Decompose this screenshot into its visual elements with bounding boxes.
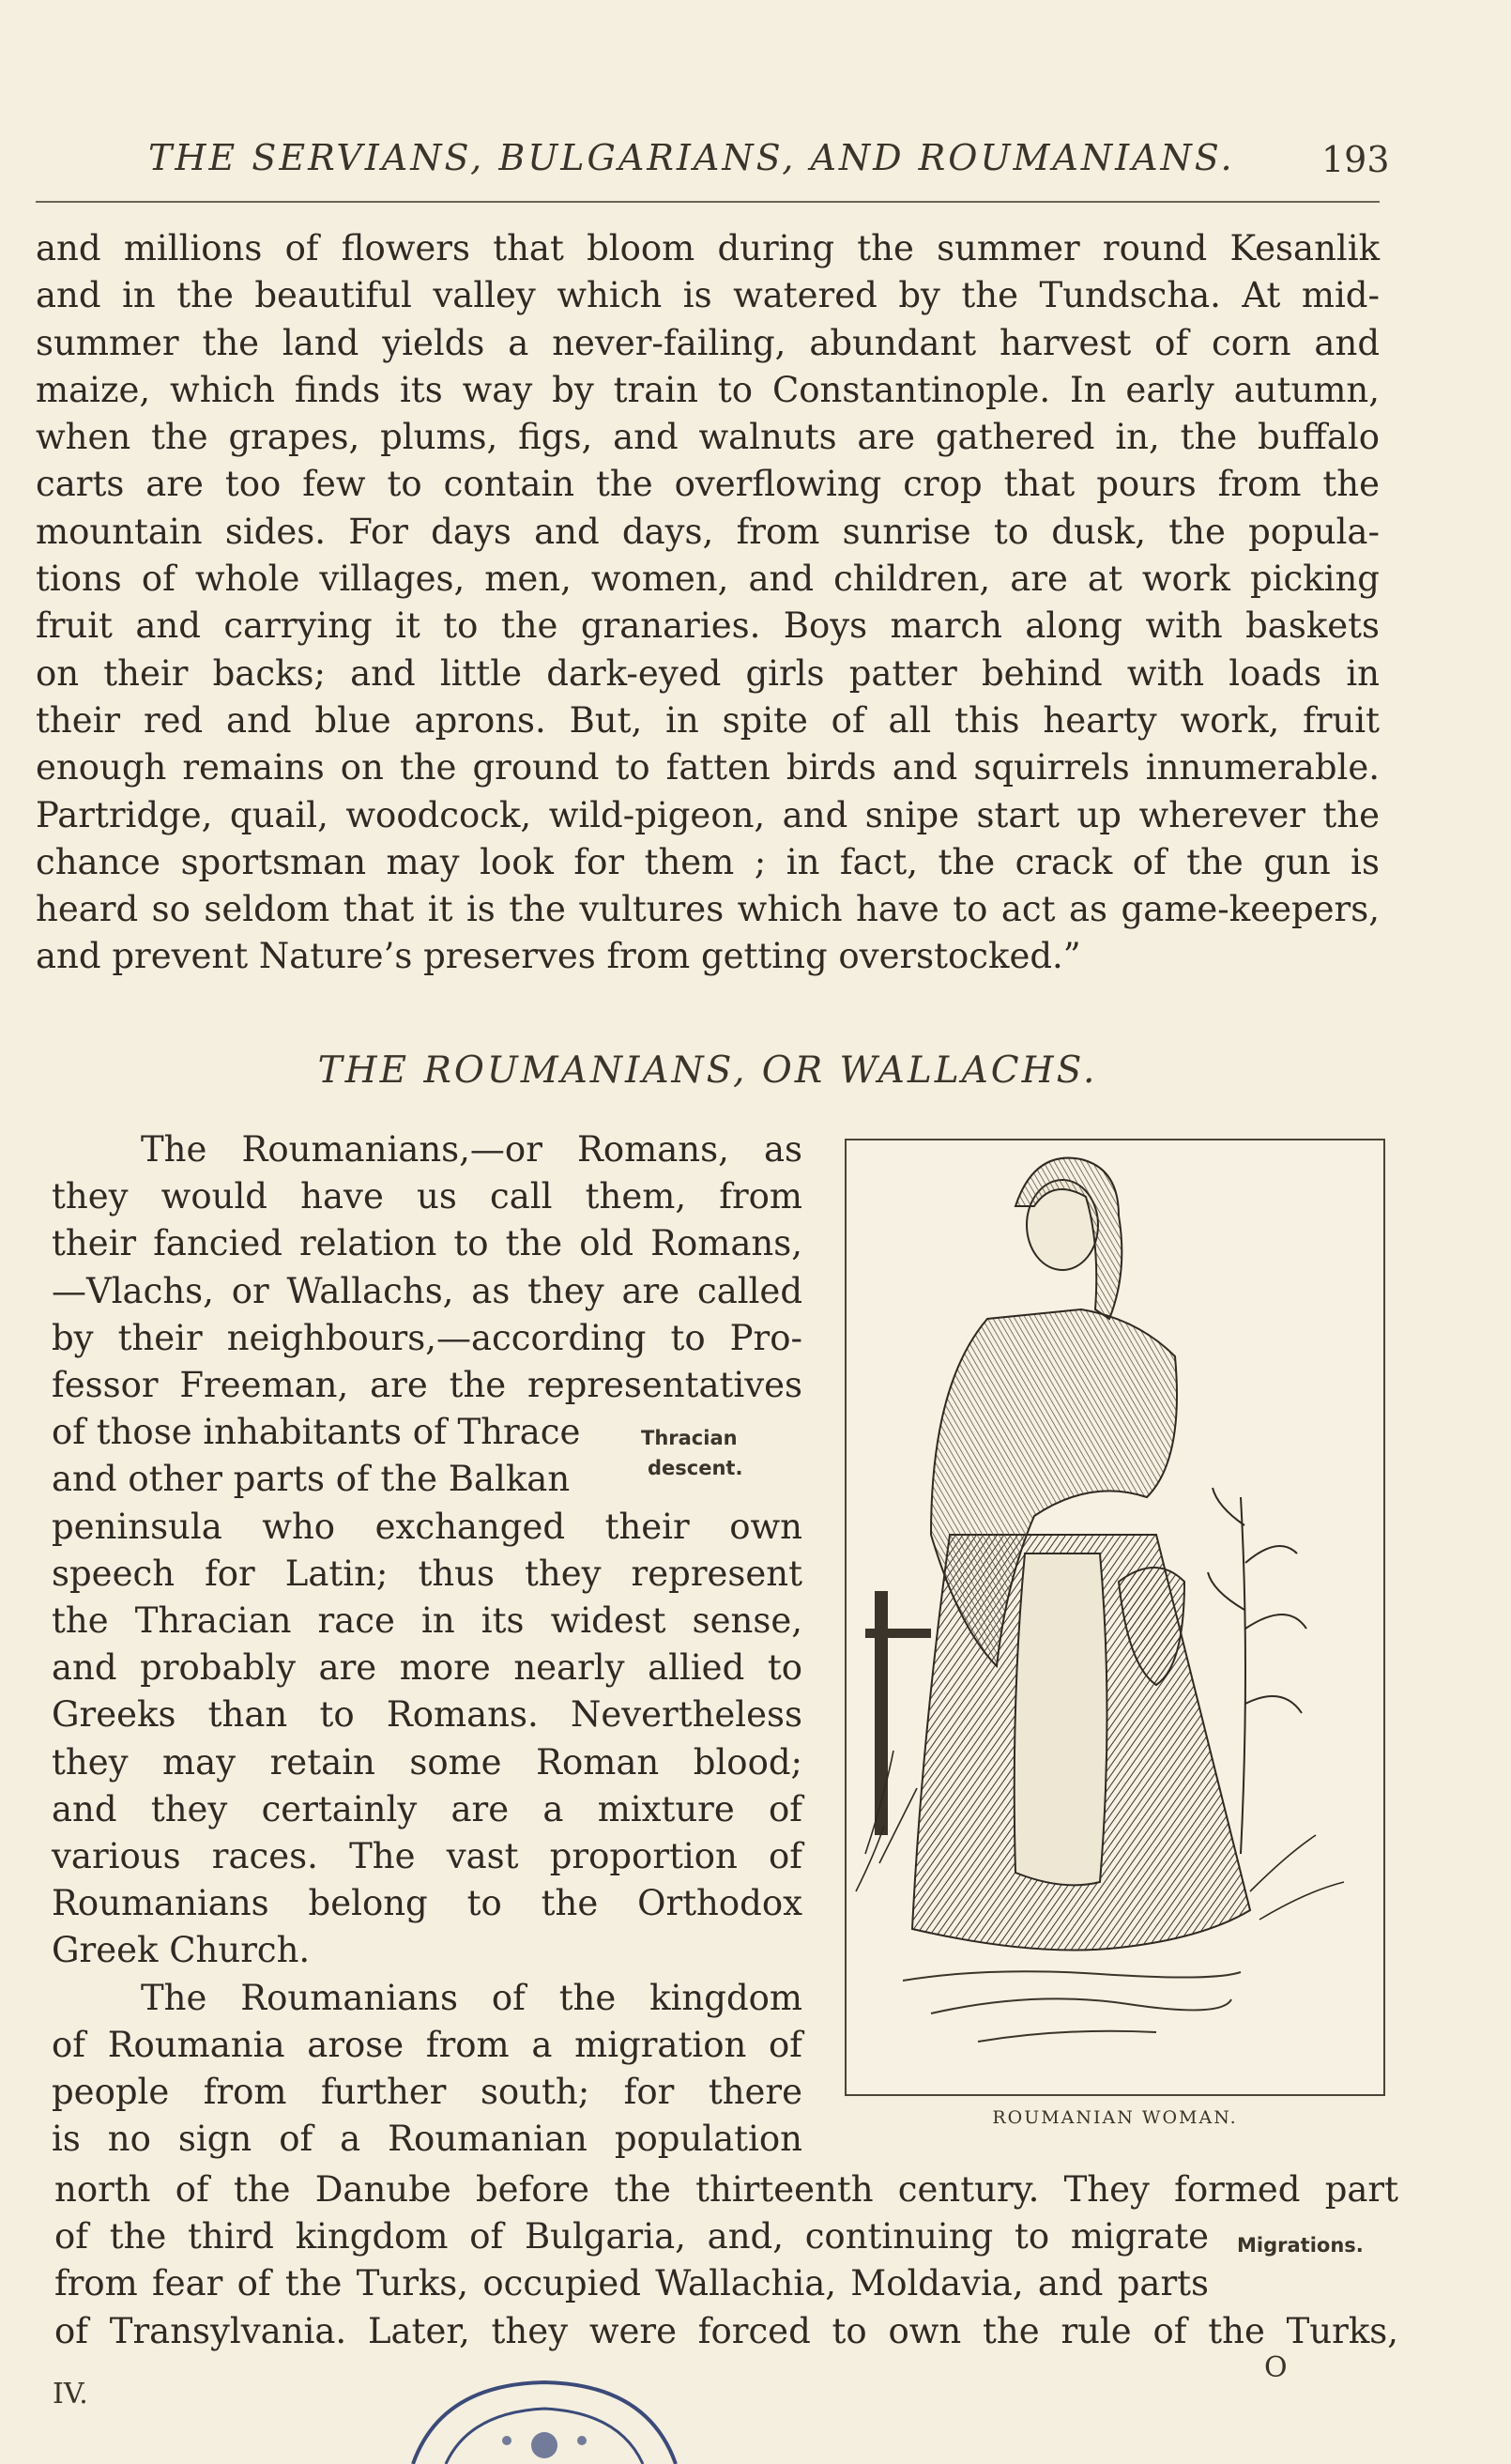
- top-paragraph: [36, 225, 1380, 981]
- text-line: and millions of flowers that bloom during the summer round Kesanlik: [36, 228, 1380, 268]
- roumanian-woman-engraving: [847, 1140, 1383, 2094]
- text-line: Partridge, quail, woodcock, wild-pigeon, and snipe start up wherever the: [36, 794, 1380, 835]
- text-line: they may retain some Roman blood;: [52, 1741, 802, 1783]
- text-line: when the grapes, plums, figs, and walnuts are gathered in, the buffalo: [36, 417, 1380, 458]
- library-stamp: [404, 2375, 685, 2464]
- marginal-note-descent: descent.: [648, 1457, 743, 1479]
- text-line: speech for Latin; thus they represent: [52, 1553, 802, 1594]
- text-line: they would have us call them, from: [52, 1176, 802, 1217]
- text-line: heard so seldom that it is the vultures which have to act as game-keepers,: [36, 889, 1380, 930]
- header-rule: [36, 201, 1380, 203]
- page-number: 193: [1321, 139, 1390, 180]
- text-line: of the third kingdom of Bulgaria, and, continuing to migrate: [54, 2216, 1209, 2257]
- text-line: by their neighbours,—according to Pro-: [52, 1317, 802, 1358]
- text-line: and in the beautiful valley which is watered by the Tundscha. At mid-: [36, 275, 1380, 316]
- running-title: THE SERVIANS, BULGARIANS, AND ROUMANIANS.: [148, 137, 1235, 178]
- text-line: people from further south; for there: [52, 2072, 802, 2113]
- text-line: chance sportsman may look for them ; in fact, the crack of the gun is: [36, 841, 1380, 882]
- text-line: The Roumanians of the kingdom: [141, 1977, 802, 2018]
- text-line: their red and blue aprons. But, in spite of all this hearty work, fruit: [36, 699, 1380, 741]
- text-line: north of the Danube before the thirteenth century. They formed part: [54, 2169, 1398, 2210]
- text-line: their fancied relation to the old Romans,: [52, 1223, 802, 1264]
- text-line: peninsula who exchanged their own: [52, 1506, 802, 1547]
- text-line: from fear of the Turks, occupied Wallachia, Moldavia, and parts: [54, 2263, 1209, 2304]
- text-line: on their backs; and little dark-eyed girls patter behind with loads in: [36, 652, 1380, 694]
- signature-letter: O: [1264, 2351, 1288, 2384]
- text-line: and prevent Nature’s preserves from getting overstocked.”: [36, 936, 1081, 977]
- marginal-note-migrations: Migrations.: [1237, 2234, 1364, 2257]
- text-line: enough remains on the ground to fatten birds and squirrels innumerable.: [36, 747, 1380, 788]
- text-line: mountain sides. For days and days, from sunrise to dusk, the popula-: [36, 511, 1380, 552]
- text-line: carts are too few to contain the overflowing crop that pours from the: [36, 464, 1380, 505]
- text-line: The Roumanians,—or Romans, as: [141, 1129, 802, 1170]
- text-line: the Thracian race in its widest sense,: [52, 1600, 802, 1642]
- text-line: fruit and carrying it to the granaries. Boys march along with baskets: [36, 605, 1380, 647]
- text-line: and they certainly are a mixture of: [52, 1788, 802, 1829]
- bottom-text: [54, 2166, 1398, 2355]
- text-line: of those inhabitants of Thrace: [52, 1412, 581, 1453]
- text-line: and probably are more nearly allied to: [52, 1647, 802, 1689]
- text-line: Roumanians belong to the Orthodox: [52, 1883, 802, 1924]
- text-line: various races. The vast proportion of: [52, 1836, 802, 1877]
- text-line: fessor Freeman, are the representatives: [52, 1365, 802, 1406]
- marginal-note-thracian: Thracian: [641, 1427, 738, 1449]
- text-line: of Transylvania. Later, they were forced to own the rule of the Turks,: [54, 2310, 1398, 2351]
- signature-mark: IV.: [53, 2378, 88, 2410]
- text-line: Greek Church.: [52, 1930, 311, 1971]
- text-line: of Roumania arose from a migration of: [52, 2024, 802, 2065]
- text-line: —Vlachs, or Wallachs, as they are called: [52, 1270, 802, 1311]
- text-line: is no sign of a Roumanian population: [52, 2119, 802, 2160]
- text-line: summer the land yields a never-failing, abundant harvest of corn and: [36, 322, 1380, 363]
- figure-illustration: [845, 1139, 1385, 2096]
- text-line: Greeks than to Romans. Nevertheless: [52, 1694, 802, 1736]
- text-line: and other parts of the Balkan: [52, 1459, 571, 1500]
- section-heading: THE ROUMANIANS, OR WALLACHS.: [317, 1049, 1098, 1092]
- text-line: tions of whole villages, men, women, and children, are at work picking: [36, 559, 1380, 600]
- column-text: [52, 1126, 802, 2163]
- text-line: maize, which finds its way by train to Constantinople. In early autumn,: [36, 369, 1380, 410]
- figure-caption: ROUMANIAN WOMAN.: [992, 2107, 1238, 2128]
